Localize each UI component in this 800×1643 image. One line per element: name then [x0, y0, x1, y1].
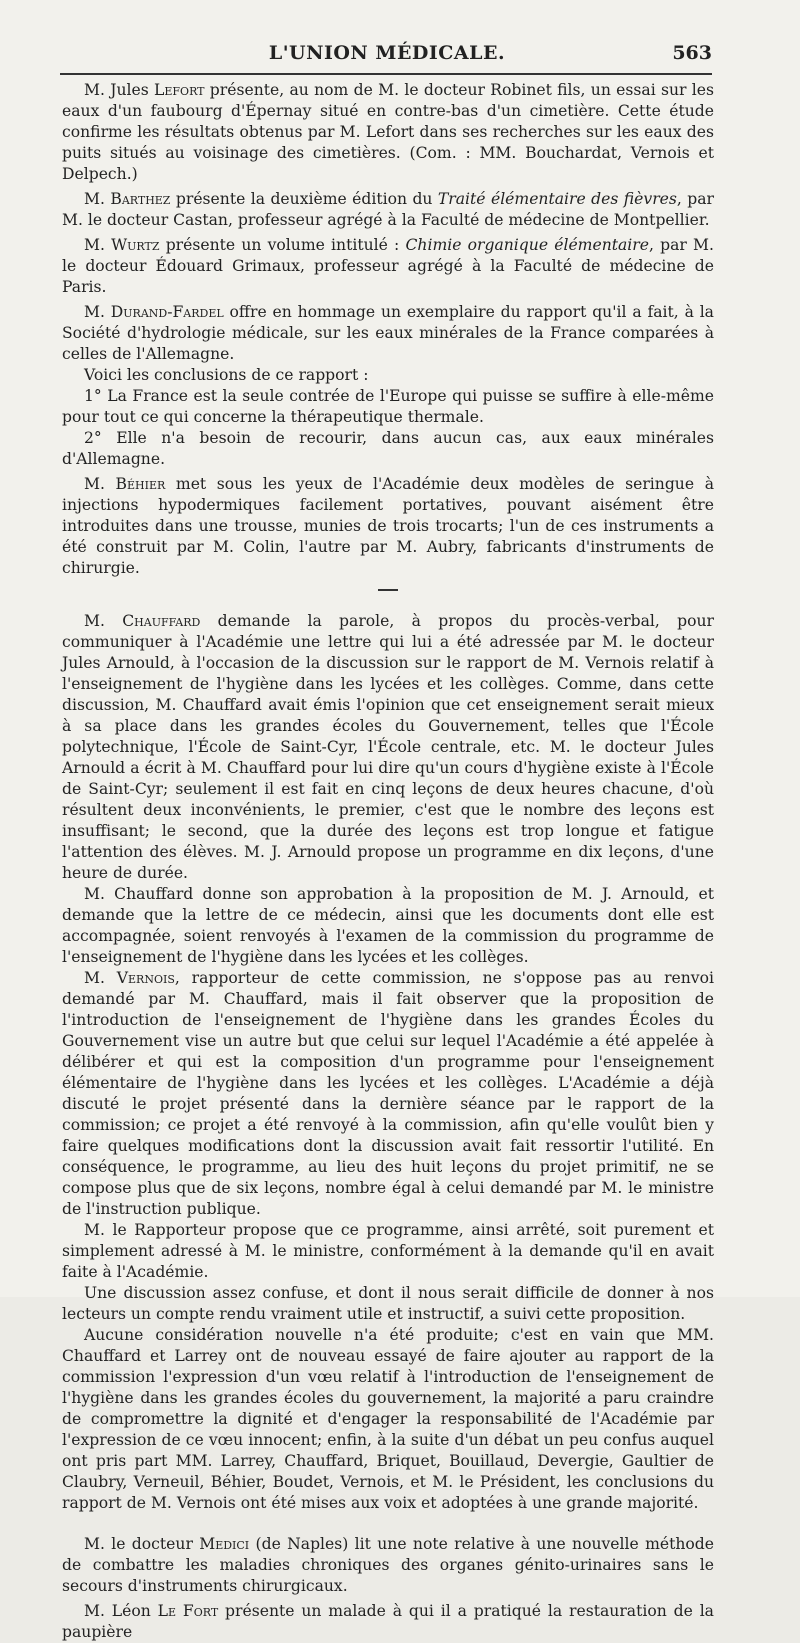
person-name: Durand-Fardel — [110, 303, 224, 321]
text-run: M. — [84, 236, 112, 254]
paragraph-discussion: Une discussion assez confuse, et dont il nous serait difficile de donner à nos lecteurs un compte rendu vraiment utile et instructif, a suivi cette proposition. — [62, 1284, 714, 1323]
running-header — [62, 42, 712, 68]
paragraph-rapporteur: M. le Rapporteur propose que ce programme, ainsi arrêté, soit purement et simplement adressé à M. le ministre, conformément à la demande qu'il en avait faite à l'Académie. — [62, 1221, 714, 1281]
book-title: Chimie organique élémentaire — [405, 236, 649, 254]
paragraph-chauffard-approval: M. Chauffard donne son approbation à la proposition de M. J. Arnould, et demande que la lettre de ce médecin, ainsi que les documents dont elle est accompagnée, soient renvoyés à l'examen de la commission du programme de l'enseignement de l'hygiène dans les lycées et les collèges. — [62, 885, 714, 966]
text-run: (de Naples) lit une note relative à une nouvelle méthode de combattre les maladies chroniques des organes génito-urinaires sans le secours d'instruments chirurgicaux. — [62, 1535, 714, 1595]
text-run: M. — [84, 475, 116, 493]
paragraph-le-fort — [62, 1601, 714, 1643]
text-run: met sous les yeux de l'Académie deux modèles de seringue à injections hypodermiques facilement portatives, pouvant aisément être introduites dans une trousse, munies de trois trocarts; l'un de ces instruments a été construit par M. Colin, l'autre par M. Aubry, fabricants d'instruments de chirurgie. — [62, 475, 714, 577]
text-run: présente, au nom de M. le docteur Robinet fils, un essai sur les eaux d'un faubourg d'Épernay situé en contre-bas d'un cimetière. Cette étude confirme les résultats obtenus par M. Lefort dans ses recherches sur les eaux des puits situés au voisinage des cimetières. (Com. : MM. Bouchardat, Vernois et Delpech.) — [62, 81, 714, 183]
text-run: présente un volume intitulé : — [159, 236, 406, 254]
article-body — [62, 80, 714, 1643]
person-name: Barthez — [110, 190, 171, 208]
text-run: demande la parole, à propos du procès-verbal, pour communiquer à l'Académie une lettre qui lui a été adressée par M. le docteur Jules Arnould, à l'occasion de la discussion sur le rapport de M. Vernois relatif à l'enseignement de l'hygiène dans les lycées et les collèges. Comme, dans cette discussion, M. Chauffard avait émis l'opinion que cet enseignement serait mieux à sa place dans les grandes écoles du Gouvernement, telles que l'École polytechnique, l'École de Saint-Cyr, l'École centrale, etc. M. le docteur Jules Arnould a écrit à M. Chauffard pour lui dire qu'un cours d'hygiène existe à l'École de Saint-Cyr; seulement il est fait en cinq leçons de deux heures chacune, d'où résultent deux inconvénients, le premier, c'est que le nombre des leçons est insuffisant; le second, que la durée des leçons est trop longue et fatigue l'attention des élèves. M. J. Arnould propose un programme en dix leçons, d'une heure de durée. — [62, 612, 714, 882]
text-run: , par M. le docteur Édouard Grimaux, professeur agrégé à la Faculté de médecine de Paris. — [62, 236, 714, 296]
paragraph-durand-fardel — [62, 302, 714, 365]
paragraph-conclusions-intro: Voici les conclusions de ce rapport : — [84, 366, 369, 384]
text-run: M. — [84, 612, 123, 630]
text-run: présente la deuxième édition du — [170, 190, 438, 208]
person-name: Lefort — [154, 81, 205, 99]
text-run: M. — [84, 303, 111, 321]
text-run: M. le docteur — [84, 1535, 200, 1553]
paragraph-vote: Aucune considération nouvelle n'a été produite; c'est en vain que MM. Chauffard et Larrey ont de nouveau essayé de faire ajouter au rapport de la commission l'expression d'un vœu relatif à l'introduction de l'enseignement de l'hygiène dans les grandes écoles du gouvernement, la majorité a paru craindre de compromettre la dignité et d'engager la responsabilité de l'Académie par l'expression de ce vœu innocent; enfin, à la suite d'un débat un peu confus auquel ont pris part MM. Larrey, Chauffard, Briquet, Bouillaud, Devergie, Gaultier de Claubry, Verneuil, Béhier, Boudet, Vernois, et M. le Président, les conclusions du rapport de M. Vernois ont été mises aux voix et adoptées à une grande majorité. — [62, 1326, 714, 1512]
paragraph-conclusion-2: 2° Elle n'a besoin de recourir, dans aucun cas, aux eaux minérales d'Allemagne. — [62, 429, 714, 468]
paragraph-chauffard — [62, 611, 714, 884]
person-name: Wurtz — [111, 236, 160, 254]
book-title: Traité élémentaire des fièvres — [437, 190, 677, 208]
paragraph-conclusion-1: 1° La France est la seule contrée de l'Europe qui puisse se suffire à elle-même pour tout ce qui concerne la thérapeutique thermale. — [62, 387, 714, 426]
person-name: Chauffard — [122, 612, 201, 630]
paragraph-behier — [62, 474, 714, 579]
paragraph-wurtz — [62, 235, 714, 298]
text-run: M. Léon — [84, 1602, 158, 1620]
person-name: Béhier — [115, 475, 166, 493]
header-rule — [60, 73, 712, 75]
text-run: , par M. le docteur Castan, professeur agrégé à la Faculté de médecine de Montpellier. — [62, 190, 715, 229]
text-run: M. — [84, 969, 117, 987]
person-name: Medici — [199, 1535, 250, 1553]
paragraph-vernois — [62, 968, 714, 1220]
text-run: M. — [84, 190, 111, 208]
person-name: Le Fort — [157, 1602, 219, 1620]
paragraph-medici — [62, 1534, 714, 1597]
person-name: Vernois — [116, 969, 175, 987]
text-run: présente un malade à qui il a pratiqué la restauration de la paupière — [62, 1602, 714, 1641]
page-number: 563 — [672, 42, 712, 64]
section-separator — [378, 589, 398, 591]
text-run: offre en hommage un exemplaire du rapport qu'il a fait, à la Société d'hydrologie médicale, sur les eaux minérales de la France comparées à celles de l'Allemagne. — [62, 303, 714, 363]
paragraph-lefort — [62, 80, 714, 185]
text-run: M. Jules — [84, 81, 155, 99]
paragraph-barthez — [62, 189, 714, 231]
text-run: , rapporteur de cette commission, ne s'oppose pas au renvoi demandé par M. Chauffard, mais il fait observer que la proposition de l'introduction de l'enseignement de l'hygiène dans les grandes Écoles du Gouvernement vise un autre but que celui sur lequel l'Académie a été appelée à délibérer et qui est la composition d'un programme pour l'enseignement élémentaire de l'hygiène dans les lycées et les collèges. L'Académie a déjà discuté le projet présenté dans la dernière séance par le rapport de la commission; ce projet a été renvoyé à la commission, afin qu'elle voulût bien y faire quelques modifications dont la discussion avait fait ressortir l'utilité. En conséquence, le programme, au lieu des huit leçons du projet primitif, ne se compose plus que de six leçons, nombre égal à celui demandé par M. le ministre de l'instruction publique. — [62, 969, 714, 1218]
journal-title: L'UNION MÉDICALE. — [268, 42, 506, 64]
